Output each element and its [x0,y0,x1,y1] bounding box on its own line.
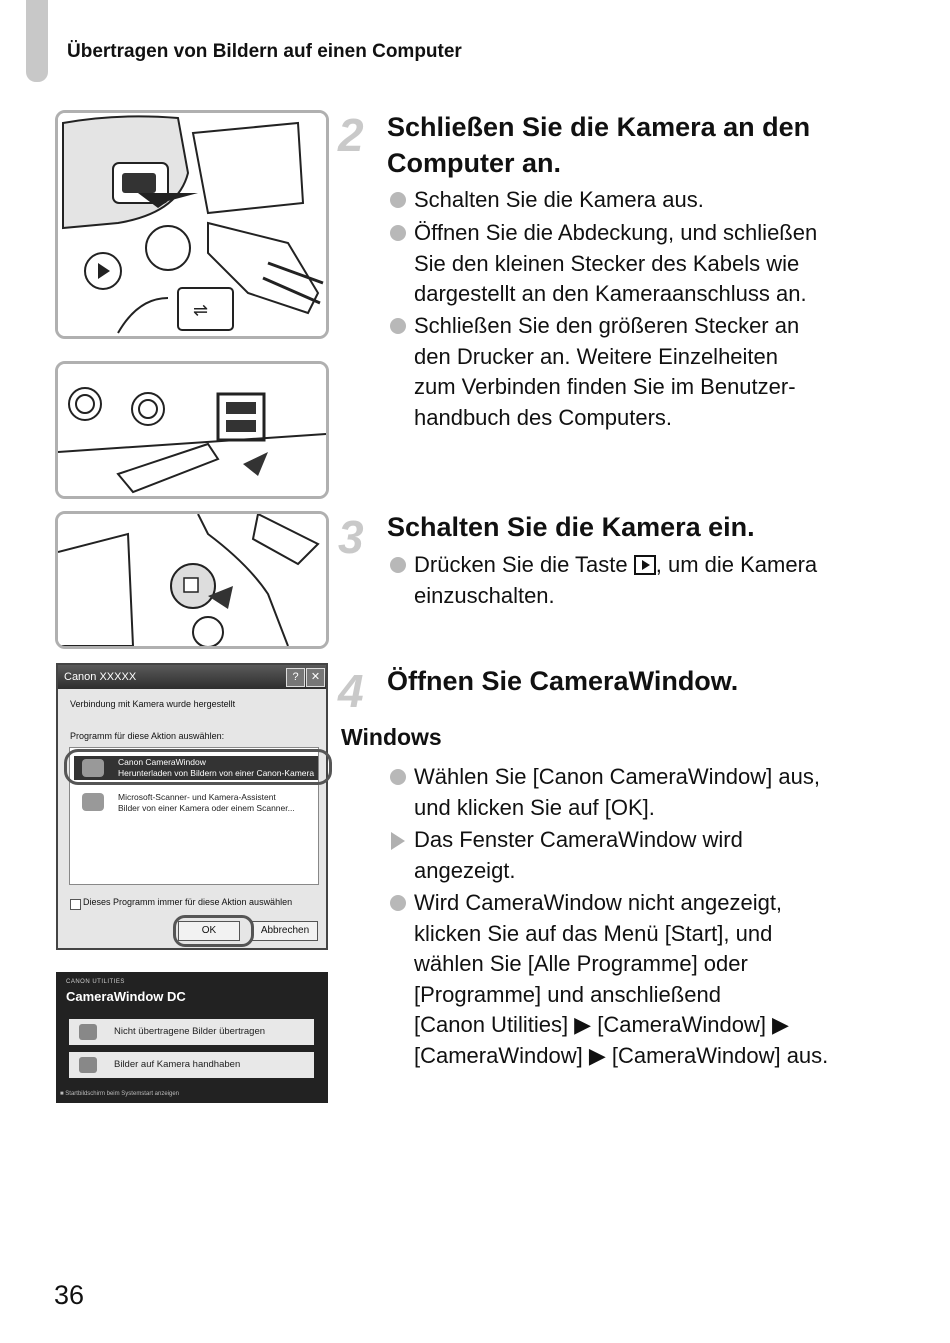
camerawindow-title: CameraWindow DC [66,989,186,1004]
bullet-dot [390,769,406,785]
manage-option-button[interactable]: Bilder auf Kamera handhaben [69,1052,314,1078]
highlight-ring [64,749,332,785]
play-button-icon [634,555,656,575]
transfer-icon [79,1024,97,1040]
brand-label: CANON UTILITIES [66,979,125,985]
step-2-bullet-3: Schließen Sie den größeren Stecker an den Drucker an. Weitere Einzelheiten zum Verbinden finden Sie im Benutzer- handbuch des Computers. [390,311,870,433]
windows-subheading: Windows [341,724,442,750]
scanner-icon [82,793,104,811]
dialog-titlebar [58,665,326,689]
page-tab [26,0,48,82]
step-4-title: Öffnen Sie CameraWindow. [387,666,739,696]
list-item-scanner-wizard[interactable]: Microsoft-Scanner- und Kamera-Assistent Bilder von einer Kamera oder einem Scanner... [74,790,318,816]
step-number-3: 3 [338,511,364,563]
always-checkbox[interactable] [70,899,81,910]
highlight-ring-ok [173,915,254,947]
step-2-title: Schließen Sie die Kamera an den Computer an. [387,112,811,178]
page-number: 36 [54,1280,85,1310]
list-item-camerawindow[interactable]: Canon CameraWindow Herunterladen von Bildern von einer Canon-Kamera [74,756,318,780]
cancel-button[interactable]: Abbrechen [252,921,318,941]
help-button[interactable]: ? [286,668,305,687]
bullet-dot [390,895,406,911]
step-4-bullet-2: Das Fenster CameraWindow wird angezeigt. [390,825,870,886]
manage-icon [79,1057,97,1073]
svg-text:⇌: ⇌ [193,300,209,321]
step-4-bullet-1: Wählen Sie [Canon CameraWindow] aus, und klicken Sie auf [OK]. [390,762,870,823]
page-header: Übertragen von Bildern auf einen Computer [67,41,462,62]
step-4-bullet-3: Wird CameraWindow nicht angezeigt, klicken Sie auf das Menü [Start], und wählen Sie [Alle Programme] oder [Programme] und anschließend [Canon Utilities] ▶ [CameraWindow] ▶ [CameraWindow] ▶ [CameraWindow] aus. [390,888,870,1071]
illustration-play-button [55,511,329,649]
step-3-bullet-1: Drücken Sie die Taste , um die Kamera einzuschalten. [390,550,870,611]
step-2-bullet-2: Öffnen Sie die Abdeckung, und schließen Sie den kleinen Stecker des Kabels wie dargestellt an den Kameraanschluss an. [390,218,870,310]
bullet-dot [390,557,406,573]
autoplay-dialog [56,663,328,950]
illustration-camera-cable [55,110,329,339]
ok-button[interactable]: OK [178,921,240,941]
step-2-bullet-1: Schalten Sie die Kamera aus. [390,185,870,216]
step-number-2: 2 [338,109,364,161]
step-number-4: 4 [338,665,364,717]
transfer-option-button[interactable]: Nicht übertragene Bilder übertragen [69,1019,314,1045]
dialog-choose-text: Programm für diese Aktion auswählen: [70,731,225,741]
arrow-marker-icon [391,832,405,850]
bullet-dot [390,192,406,208]
startup-checkbox-label: ■ Startbildschirm beim Systemstart anzeigen [60,1091,180,1097]
bullet-dot [390,318,406,334]
always-label: Dieses Programm immer für diese Aktion auswählen [83,897,293,907]
dialog-connected-text: Verbindung mit Kamera wurde hergestellt [70,699,236,709]
bullet-dot [390,225,406,241]
illustration-computer-port [55,361,329,499]
step-3-title: Schalten Sie die Kamera ein. [387,512,755,542]
dialog-title: Canon XXXXX [64,671,137,683]
close-button[interactable]: ✕ [306,668,325,687]
camerawindow-screen [56,972,328,1103]
